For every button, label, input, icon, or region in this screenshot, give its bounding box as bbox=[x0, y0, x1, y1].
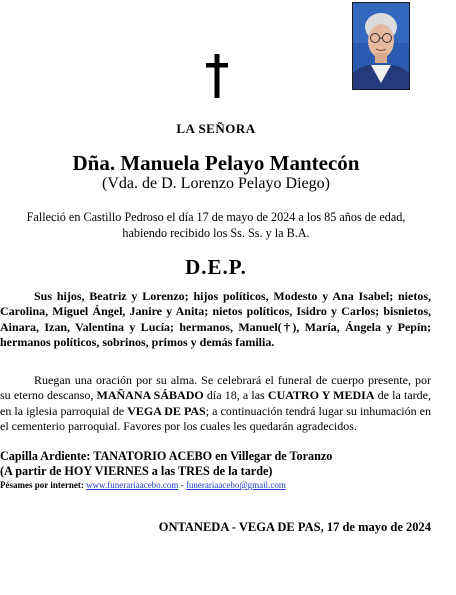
condolences-separator: - bbox=[178, 480, 186, 490]
place-date: ONTANEDA - VEGA DE PAS, 17 de mayo de 2024 bbox=[158, 520, 431, 534]
death-notice-line-2: habiendo recibido los Ss. Ss. y la B.A. bbox=[122, 226, 310, 240]
family-paragraph: Sus hijos, Beatriz y Lorenzo; hijos políticos, Modesto y Ana Isabel; nietos, Carolina, Miguel Ángel, Janire y Anita; nietos políticos, Isidro y Carlos; bisnietos, Ainara, Izan, Valentina y Lucía; hermanos, Manuel(†), María, Ángela y Pepín; hermanos políticos, sobrinos, primos y demás familia. bbox=[0, 289, 431, 349]
funeral-text-4: ; a continuación tendrá lugar su inhumación en el cementerio parroquial. Favores por los cuales les quedarán agradecidos. bbox=[0, 403, 432, 433]
honorific-title: LA SEÑORA bbox=[176, 121, 256, 136]
website-link[interactable]: www.funerariaacebo.com bbox=[86, 480, 179, 490]
funeral-text-3: de la tarde, en la iglesia parroquial de bbox=[0, 388, 432, 418]
funeral-text-2: día 18, a las bbox=[203, 388, 268, 403]
deceased-name: Dña. Manuela Pelayo Mantecón bbox=[72, 151, 360, 175]
death-notice-line-1: Falleció en Castillo Pedroso el día 17 de mayo de 2024 a los 85 años de edad, bbox=[26, 210, 406, 224]
chapel-line-1: Capilla Ardiente: TANATORIO ACEBO en Villegar de Toranzo bbox=[0, 449, 333, 463]
death-notice bbox=[0, 209, 432, 241]
chapel-line-2: (A partir de HOY VIERNES a las TRES de la tarde) bbox=[0, 464, 273, 478]
chapel-info bbox=[0, 449, 332, 479]
funeral-text-1: Ruegan una oración por su alma. Se celebrará el funeral de cuerpo presente, por su eterno descanso, bbox=[0, 373, 431, 403]
funeral-paragraph bbox=[0, 373, 431, 434]
funeral-day: MAÑANA SÁBADO bbox=[96, 388, 204, 403]
portrait-photo bbox=[352, 2, 410, 90]
condolences-label: Pésames por internet: bbox=[0, 480, 84, 490]
email-link[interactable]: funerariaacebo@gmail.com bbox=[185, 480, 286, 490]
condolences-line bbox=[0, 480, 286, 491]
latin-cross-icon bbox=[202, 52, 232, 100]
funeral-time: CUATRO Y MEDIA bbox=[267, 388, 375, 403]
portrait-icon bbox=[353, 3, 409, 89]
dep-heading: D.E.P. bbox=[185, 255, 247, 279]
funeral-place: VEGA DE PAS bbox=[127, 403, 206, 418]
widow-of-line: (Vda. de D. Lorenzo Pelayo Diego) bbox=[102, 175, 330, 192]
